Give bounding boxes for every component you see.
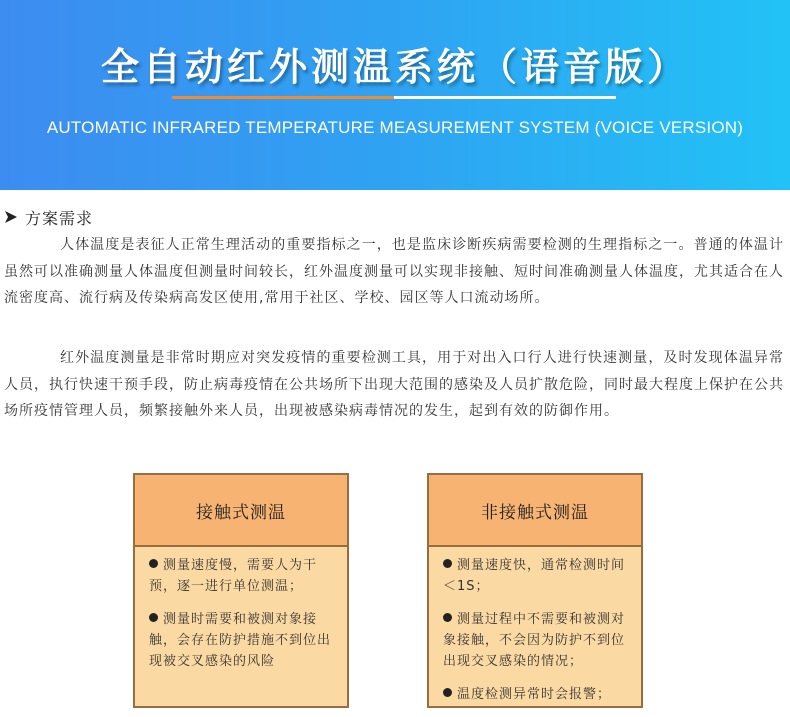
list-item-text: 测量时需要和被测对象接触，会存在防护措施不到位出现被交叉感染的风险 bbox=[149, 612, 332, 669]
paragraph-infrared: 红外温度测量是非常时期应对突发疫情的重要检测工具，用于对出入口行人进行快速测量，及时发现体温异常人员，执行快速干预手段，防止病毒疫情在公共场所下出现大范围的感染及人员扩散危险，同时最大程度上保护在公共场所疫情管理人员，频繁接触外来人员，出现被感染病毒情况的发生，起到有效的防御作用。 bbox=[4, 350, 784, 419]
page-subtitle: AUTOMATIC INFRARED TEMPERATURE MEASUREMENT SYSTEM (VOICE VERSION) bbox=[46, 118, 744, 137]
bullet-icon bbox=[149, 559, 158, 568]
list-item bbox=[443, 609, 629, 672]
title-divider-accent bbox=[172, 96, 394, 99]
list-item bbox=[443, 684, 629, 705]
bullet-icon bbox=[443, 559, 452, 568]
section-title: 方案需求 bbox=[25, 208, 94, 228]
list-item bbox=[149, 609, 335, 672]
title-divider bbox=[394, 96, 616, 99]
section-heading bbox=[4, 206, 93, 228]
bullet-icon bbox=[443, 688, 452, 697]
card-title: 接触式测温 bbox=[135, 475, 347, 547]
contact-measurement-card bbox=[133, 473, 349, 708]
list-item-text: 测量速度慢，需要人为干预，逐一进行单位测温； bbox=[149, 558, 318, 594]
list-item-text: 测量过程中不需要和被测对象接触，不会因为防护不到位出现交叉感染的情况； bbox=[443, 612, 626, 669]
arrow-right-icon bbox=[4, 210, 18, 224]
card-body bbox=[429, 547, 641, 705]
card-body bbox=[135, 547, 347, 672]
noncontact-measurement-card bbox=[427, 473, 643, 708]
bullet-icon bbox=[443, 613, 452, 622]
card-title: 非接触式测温 bbox=[429, 475, 641, 547]
list-item bbox=[443, 555, 629, 597]
paragraph-intro: 人体温度是表征人正常生理活动的重要指标之一，也是监床诊断疾病需要检测的生理指标之一。普通的体温计虽然可以准确测量人体温度但测量时间较长，红外温度测量可以实现非接触、短时间准确测量人体温度，尤其适合在人流密度高、流行病及传染病高发区使用,常用于社区、学校、园区等人口流动场所。 bbox=[4, 237, 784, 306]
header-banner bbox=[0, 0, 790, 190]
page-title: 全自动红外测温系统（语音版） bbox=[100, 45, 689, 89]
list-item-text: 温度检测异常时会报警； bbox=[457, 687, 612, 702]
bullet-icon bbox=[149, 613, 158, 622]
list-item-text: 测量速度快，通常检测时间＜1S； bbox=[443, 558, 626, 594]
list-item bbox=[149, 555, 335, 597]
